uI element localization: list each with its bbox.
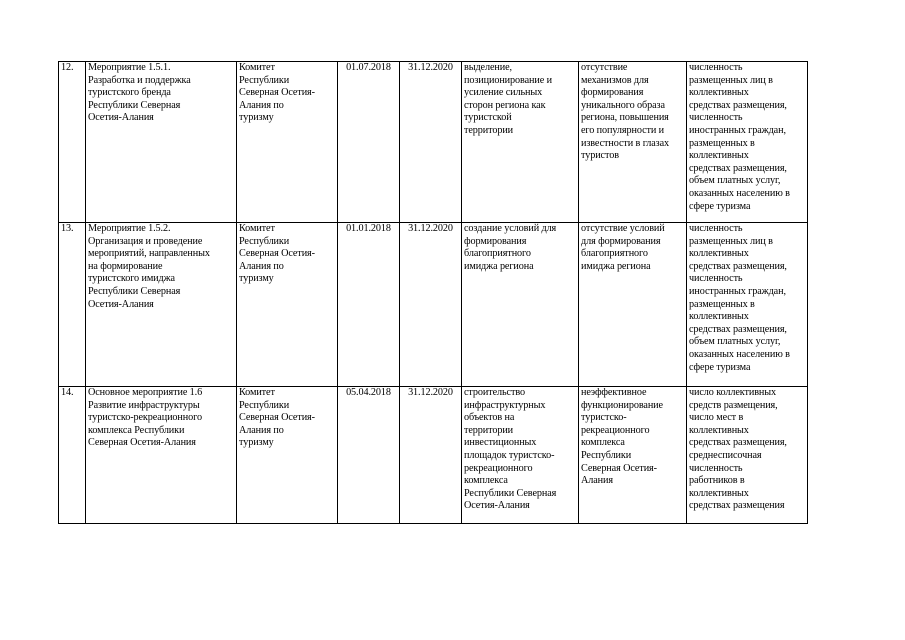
cell-text-line: Организация и проведение xyxy=(88,235,203,247)
cell-text-line: средствах размещения, xyxy=(689,437,787,449)
cell-text-line: на формирование xyxy=(88,260,163,272)
cell-text-line: создание условий для xyxy=(464,223,557,234)
cell-text-line: коллективных xyxy=(689,311,749,323)
cell-text-line: для формирования xyxy=(581,235,661,247)
cell-text: 01.07.2018 xyxy=(346,62,391,73)
cell-text-line: Осетия-Алания xyxy=(464,500,530,512)
cell-text-line: механизмов для xyxy=(581,74,649,86)
cell-text-line: Алания xyxy=(581,475,613,487)
cell-text-line: Северная Осетия- xyxy=(239,87,315,99)
cell-text-line: Развитие инфраструктуры xyxy=(88,399,200,411)
end-date-cell xyxy=(400,223,462,387)
cell-text: 05.04.2018 xyxy=(346,387,391,398)
cell-text-line: иностранных граждан, xyxy=(689,285,786,297)
executor-cell xyxy=(237,62,338,223)
cell-text-line: средствах размещения, xyxy=(689,260,787,272)
cell-text-line: площадок туристско- xyxy=(464,449,555,461)
cell-text-line: численность xyxy=(689,462,743,474)
row-number-cell xyxy=(59,223,86,387)
cell-text-line: туристов xyxy=(581,150,619,162)
cell-text-line: размещенных лиц в xyxy=(689,235,773,247)
cell-text-line: туризму xyxy=(239,273,274,285)
cell-text-line: объектов на xyxy=(464,412,515,424)
cell-text-line: объем платных услуг, xyxy=(689,175,781,187)
cell-text-line: средств размещения, xyxy=(689,399,778,411)
cell-text-line: имиджа региона xyxy=(464,260,534,272)
cell-text-line: туристского имиджа xyxy=(88,273,175,285)
cell-text-line: Северная Осетия- xyxy=(239,412,315,424)
executor-cell xyxy=(237,387,338,524)
cell-text-line: формирования xyxy=(464,235,527,247)
cell-text: 14. xyxy=(61,387,74,398)
indicators-cell xyxy=(687,223,808,387)
cell-text-line: позиционирование и xyxy=(464,74,552,86)
table-row xyxy=(59,223,808,387)
row-number-cell xyxy=(59,387,86,524)
cell-text-line: среднесписочная xyxy=(689,449,762,461)
cell-text-line: благоприятного xyxy=(464,248,531,260)
start-date-cell xyxy=(338,387,400,524)
cell-text-line: туристско-рекреационного xyxy=(88,412,202,424)
cell-text-line: уникального образа xyxy=(581,99,665,111)
cell-text-line: Северная Осетия- xyxy=(581,462,657,474)
cell-text-line: формирования xyxy=(581,87,644,99)
table-row xyxy=(59,62,808,223)
cell-text-line: Алания по xyxy=(239,424,284,436)
cell-text-line: оказанных населению в xyxy=(689,348,790,360)
cell-text-line: объем платных услуг, xyxy=(689,336,781,348)
cell-text-line: численность xyxy=(689,223,743,234)
cell-text-line: размещенных в xyxy=(689,137,755,149)
cell-text-line: функционирование xyxy=(581,399,663,411)
cell-text-line: комплекса xyxy=(581,437,625,449)
start-date-cell xyxy=(338,62,400,223)
consequences-cell xyxy=(579,223,687,387)
start-date-cell xyxy=(338,223,400,387)
indicators-cell xyxy=(687,387,808,524)
cell-text-line: имиджа региона xyxy=(581,260,651,272)
cell-text-line: Комитет xyxy=(239,387,275,398)
cell-text-line: размещенных в xyxy=(689,298,755,310)
cell-text-line: численность xyxy=(689,273,743,285)
cell-text-line: иностранных граждан, xyxy=(689,124,786,136)
cell-text-line: строительство xyxy=(464,387,525,398)
cell-text-line: выделение, xyxy=(464,62,512,73)
cell-text-line: туризму xyxy=(239,112,274,124)
measure-name-cell xyxy=(86,387,237,524)
cell-text-line: инфраструктурных xyxy=(464,399,546,411)
cell-text-line: Республики Северная xyxy=(88,99,181,111)
cell-text-line: число мест в xyxy=(689,412,744,424)
cell-text-line: коллективных xyxy=(689,150,749,162)
table-row xyxy=(59,387,808,524)
cell-text-line: рекреационного xyxy=(464,462,533,474)
cell-text-line: сфере туризма xyxy=(689,361,751,373)
cell-text-line: известности в глазах xyxy=(581,137,670,149)
cell-text-line: инвестиционных xyxy=(464,437,537,449)
cell-text-line: размещенных лиц в xyxy=(689,74,773,86)
cell-text-line: Республики xyxy=(581,449,632,461)
cell-text-line: региона, повышения xyxy=(581,112,669,124)
end-date-cell xyxy=(400,387,462,524)
cell-text-line: Республики Северная xyxy=(464,487,557,499)
cell-text-line: территории xyxy=(464,424,514,436)
cell-text: 01.01.2018 xyxy=(346,223,391,234)
cell-text-line: комплекса xyxy=(464,475,508,487)
measure-name-cell xyxy=(86,62,237,223)
executor-cell xyxy=(237,223,338,387)
consequences-cell xyxy=(579,62,687,223)
consequences-cell xyxy=(579,387,687,524)
row-number-cell xyxy=(59,62,86,223)
cell-text-line: Республики xyxy=(239,399,290,411)
cell-text-line: Северная Осетия-Алания xyxy=(88,437,196,449)
cell-text: 31.12.2020 xyxy=(408,62,453,73)
cell-text-line: работников в xyxy=(689,475,745,487)
cell-text-line: Северная Осетия- xyxy=(239,248,315,260)
expected-result-cell xyxy=(462,223,579,387)
cell-text-line: комплекса Республики xyxy=(88,424,185,436)
cell-text-line: Основное мероприятие 1.6 xyxy=(88,387,203,398)
cell-text-line: Осетия-Алания xyxy=(88,298,154,310)
cell-text-line: Комитет xyxy=(239,62,275,73)
cell-text-line: средствах размещения, xyxy=(689,99,787,111)
indicators-cell xyxy=(687,62,808,223)
cell-text-line: Республики xyxy=(239,74,290,86)
measure-name-cell xyxy=(86,223,237,387)
cell-text-line: средствах размещения, xyxy=(689,323,787,335)
cell-text-line: туристско- xyxy=(581,412,627,424)
cell-text-line: туристской xyxy=(464,112,512,124)
cell-text-line: отсутствие xyxy=(581,62,628,73)
cell-text-line: число коллективных xyxy=(689,387,777,398)
cell-text-line: территории xyxy=(464,124,514,136)
cell-text-line: отсутствие условий xyxy=(581,223,665,234)
cell-text-line: Осетия-Алания xyxy=(88,112,154,124)
cell-text-line: сфере туризма xyxy=(689,200,751,212)
cell-text-line: оказанных населению в xyxy=(689,187,790,199)
cell-text-line: туризму xyxy=(239,437,274,449)
cell-text-line: Республики Северная xyxy=(88,285,181,297)
cell-text-line: численность xyxy=(689,112,743,124)
cell-text-line: мероприятий, направленных xyxy=(88,248,210,260)
expected-result-cell xyxy=(462,387,579,524)
cell-text: 12. xyxy=(61,62,74,73)
cell-text-line: Комитет xyxy=(239,223,275,234)
cell-text-line: средствах размещения, xyxy=(689,162,787,174)
cell-text: 31.12.2020 xyxy=(408,387,453,398)
cell-text-line: Разработка и поддержка xyxy=(88,74,191,86)
cell-text-line: Алания по xyxy=(239,99,284,111)
cell-text-line: Алания по xyxy=(239,260,284,272)
cell-text-line: благоприятного xyxy=(581,248,648,260)
expected-result-cell xyxy=(462,62,579,223)
cell-text-line: его популярности и xyxy=(581,124,665,136)
cell-text-line: Мероприятие 1.5.1. xyxy=(88,62,171,73)
cell-text-line: коллективных xyxy=(689,487,749,499)
cell-text-line: рекреационного xyxy=(581,424,650,436)
cell-text-line: коллективных xyxy=(689,424,749,436)
cell-text-line: сторон региона как xyxy=(464,99,546,111)
measures-table xyxy=(58,61,808,524)
cell-text-line: туристского бренда xyxy=(88,87,171,99)
cell-text-line: коллективных xyxy=(689,248,749,260)
cell-text-line: неэффективное xyxy=(581,387,647,398)
table-body xyxy=(59,62,808,524)
cell-text-line: усиление сильных xyxy=(464,87,543,99)
cell-text-line: Республики xyxy=(239,235,290,247)
cell-text-line: средствах размещения xyxy=(689,500,785,512)
cell-text-line: коллективных xyxy=(689,87,749,99)
cell-text: 13. xyxy=(61,223,74,234)
cell-text-line: численность xyxy=(689,62,743,73)
cell-text: 31.12.2020 xyxy=(408,223,453,234)
end-date-cell xyxy=(400,62,462,223)
cell-text-line: Мероприятие 1.5.2. xyxy=(88,223,171,234)
